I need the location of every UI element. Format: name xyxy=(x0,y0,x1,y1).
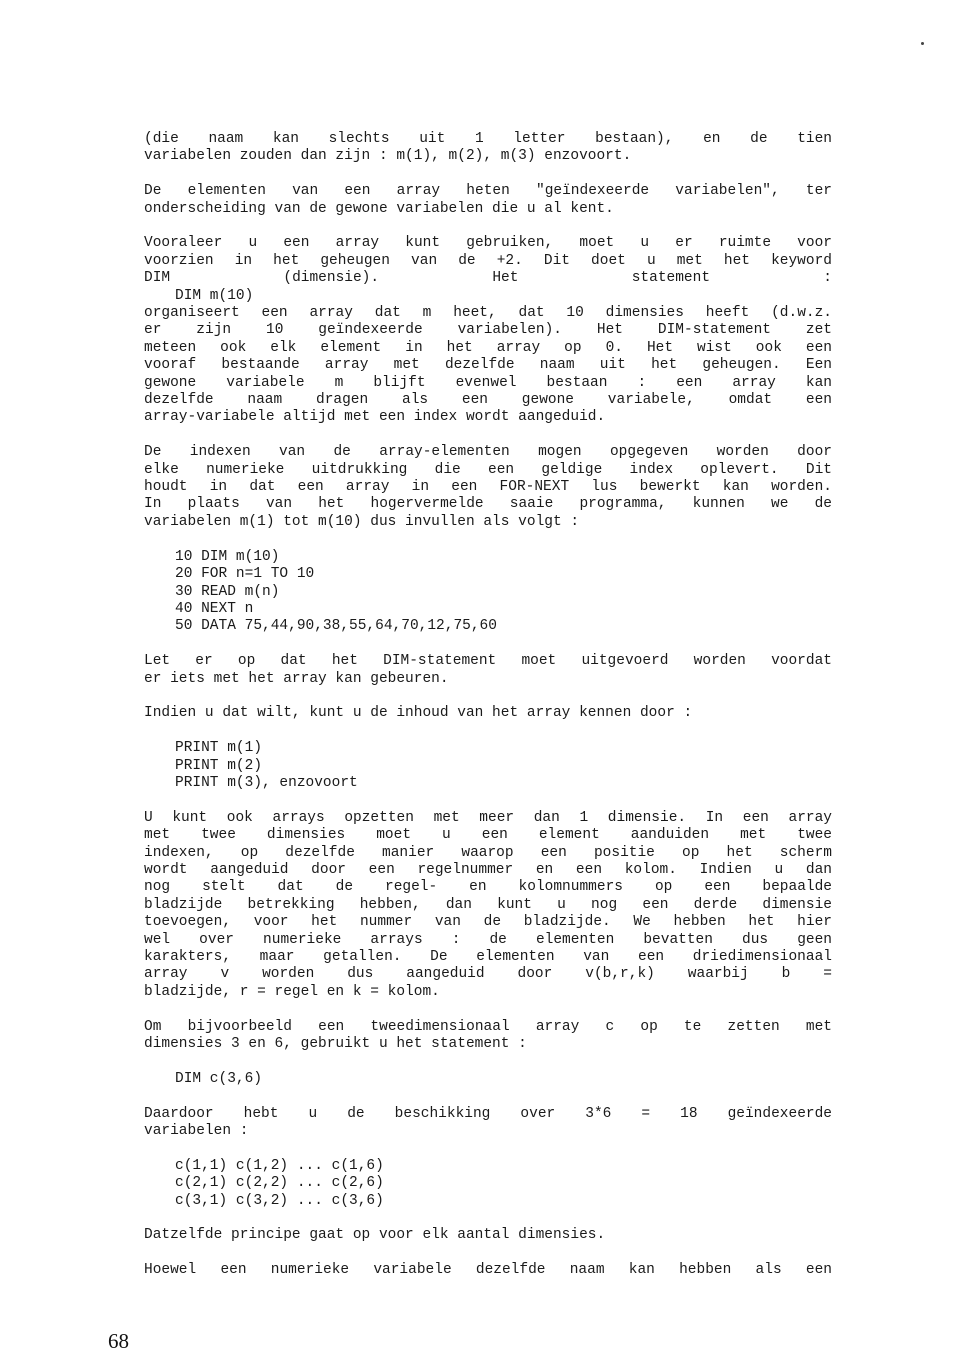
text-line: Daardoor hebt u de beschikking over 3*6 = 18 geïndexeerde xyxy=(144,1105,832,1122)
text-line: wordt aangeduid door een regelnummer en een kolom. Indien u dan xyxy=(144,861,832,878)
code-line: 30 READ m(n) xyxy=(175,583,280,600)
text-line: er iets met het array kan gebeuren. xyxy=(144,670,449,687)
body-text xyxy=(144,131,832,1297)
text-line: nog stelt dat de regel- en kolomnummers op een bepaalde xyxy=(144,879,832,896)
text-line: bladzijde betrekking hebben, dan kunt u nog een derde dimensie xyxy=(144,896,832,913)
text-line: array-variabele altijd met een index wordt aangeduid. xyxy=(144,409,606,426)
text-line: (die naam kan slechts uit 1 letter bestaan), en de tien xyxy=(144,131,832,147)
paragraph xyxy=(144,131,832,166)
text-line: toevoegen, voor het nummer van de bladzijde. We hebben het hier xyxy=(144,914,832,931)
text-line: bladzijde, r = regel en k = kolom. xyxy=(144,983,440,1000)
text-line: onderscheiding van de gewone variabelen die u al kent. xyxy=(144,200,614,217)
text-line: organiseert een array dat m heet, dat 10 dimensies heeft (d.w.z. xyxy=(144,305,832,322)
paragraph xyxy=(144,1227,832,1244)
text-line: variabelen zouden dan zijn : m(1), m(2), m(3) enzovoort. xyxy=(144,148,632,165)
code-line: c(3,1) c(3,2) ... c(3,6) xyxy=(175,1192,384,1209)
text-line: Om bijvoorbeeld een tweedimensionaal array c op te zetten met xyxy=(144,1018,832,1035)
paragraph xyxy=(144,1019,832,1054)
text-line: variabelen m(1) tot m(10) dus invullen als volgt : xyxy=(144,513,580,530)
text-line: Indien u dat wilt, kunt u de inhoud van het array kennen door : xyxy=(144,705,693,722)
code-block xyxy=(144,1158,832,1210)
code-line: PRINT m(3), enzovoort xyxy=(175,774,358,791)
text-line: Datzelfde principe gaat op voor elk aantal dimensies. xyxy=(144,1227,606,1244)
paragraph xyxy=(144,1262,832,1279)
code-block xyxy=(144,549,832,636)
text-line: Hoewel een numerieke variabele dezelfde naam kan hebben als een xyxy=(144,1262,832,1279)
paragraph xyxy=(144,653,832,688)
text-line: Vooraleer u een array kunt gebruiken, moet u er ruimte voor xyxy=(144,235,832,252)
paragraph xyxy=(144,444,832,531)
code-line: PRINT m(1) xyxy=(175,740,263,757)
paragraph xyxy=(144,705,832,722)
paragraph xyxy=(144,183,832,218)
code-line: 50 DATA 75,44,90,38,55,64,70,12,75,60 xyxy=(175,618,497,635)
text-line: elke numerieke uitdrukking die een geldige index oplevert. Dit xyxy=(144,461,832,478)
page-number: 68 xyxy=(108,1329,129,1353)
code-line: DIM c(3,6) xyxy=(175,1070,263,1087)
text-line: DIM m(10) xyxy=(175,287,254,304)
text-line: wel over numerieke arrays : de elementen bevatten dus geen xyxy=(144,931,832,948)
text-line: U kunt ook arrays opzetten met meer dan 1 dimensie. In een array xyxy=(144,809,832,826)
paragraph xyxy=(144,810,832,1001)
code-block xyxy=(144,1071,832,1088)
code-line: c(1,1) c(1,2) ... c(1,6) xyxy=(175,1157,384,1174)
text-line: houdt in dat een array in een FOR-NEXT lus bewerkt kan worden. xyxy=(144,479,832,496)
text-line: In plaats van het hogervermelde saaie programma, kunnen we de xyxy=(144,496,832,513)
code-line: 40 NEXT n xyxy=(175,600,254,617)
text-line: variabelen : xyxy=(144,1122,249,1139)
code-line: PRINT m(2) xyxy=(175,757,263,774)
paragraph xyxy=(144,1106,832,1141)
code-line: 20 FOR n=1 TO 10 xyxy=(175,566,315,583)
text-line: er zijn 10 geïndexeerde variabelen). Het DIM-statement zet xyxy=(144,322,832,339)
code-line: c(2,1) c(2,2) ... c(2,6) xyxy=(175,1175,384,1192)
text-line: De elementen van een array heten "geïndexeerde variabelen", ter xyxy=(144,183,832,200)
paragraph xyxy=(144,235,832,426)
text-line: DIM (dimensie). Het statement : xyxy=(144,270,832,287)
code-line: 10 DIM m(10) xyxy=(175,548,280,565)
text-line: array v worden dus aangeduid door v(b,r,k) waarbij b = xyxy=(144,966,832,983)
text-line: De indexen van de array-elementen mogen opgegeven worden door xyxy=(144,444,832,461)
text-line: voorzien in het geheugen van de +2. Dit doet u met het keyword xyxy=(144,252,832,269)
text-line: vooraf bestaande array met dezelfde naam uit het geheugen. Een xyxy=(144,357,832,374)
scan-speck xyxy=(921,42,924,45)
text-line: gewone variabele m blijft evenwel bestaan : een array kan xyxy=(144,374,832,391)
text-line: dimensies 3 en 6, gebruikt u het statement : xyxy=(144,1035,527,1052)
text-line: karakters, maar getallen. De elementen van een driedimensionaal xyxy=(144,948,832,965)
text-line: dezelfde naam dragen als een gewone variabele, omdat een xyxy=(144,392,832,409)
text-line: Let er op dat het DIM-statement moet uitgevoerd worden voordat xyxy=(144,653,832,670)
code-block xyxy=(144,740,832,792)
text-line: meteen ook elk element in het array op 0. Het wist ook een xyxy=(144,339,832,356)
text-line: indexen, op dezelfde manier waarop een positie op het scherm xyxy=(144,844,832,861)
text-line: met twee dimensies moet u een element aanduiden met twee xyxy=(144,827,832,844)
